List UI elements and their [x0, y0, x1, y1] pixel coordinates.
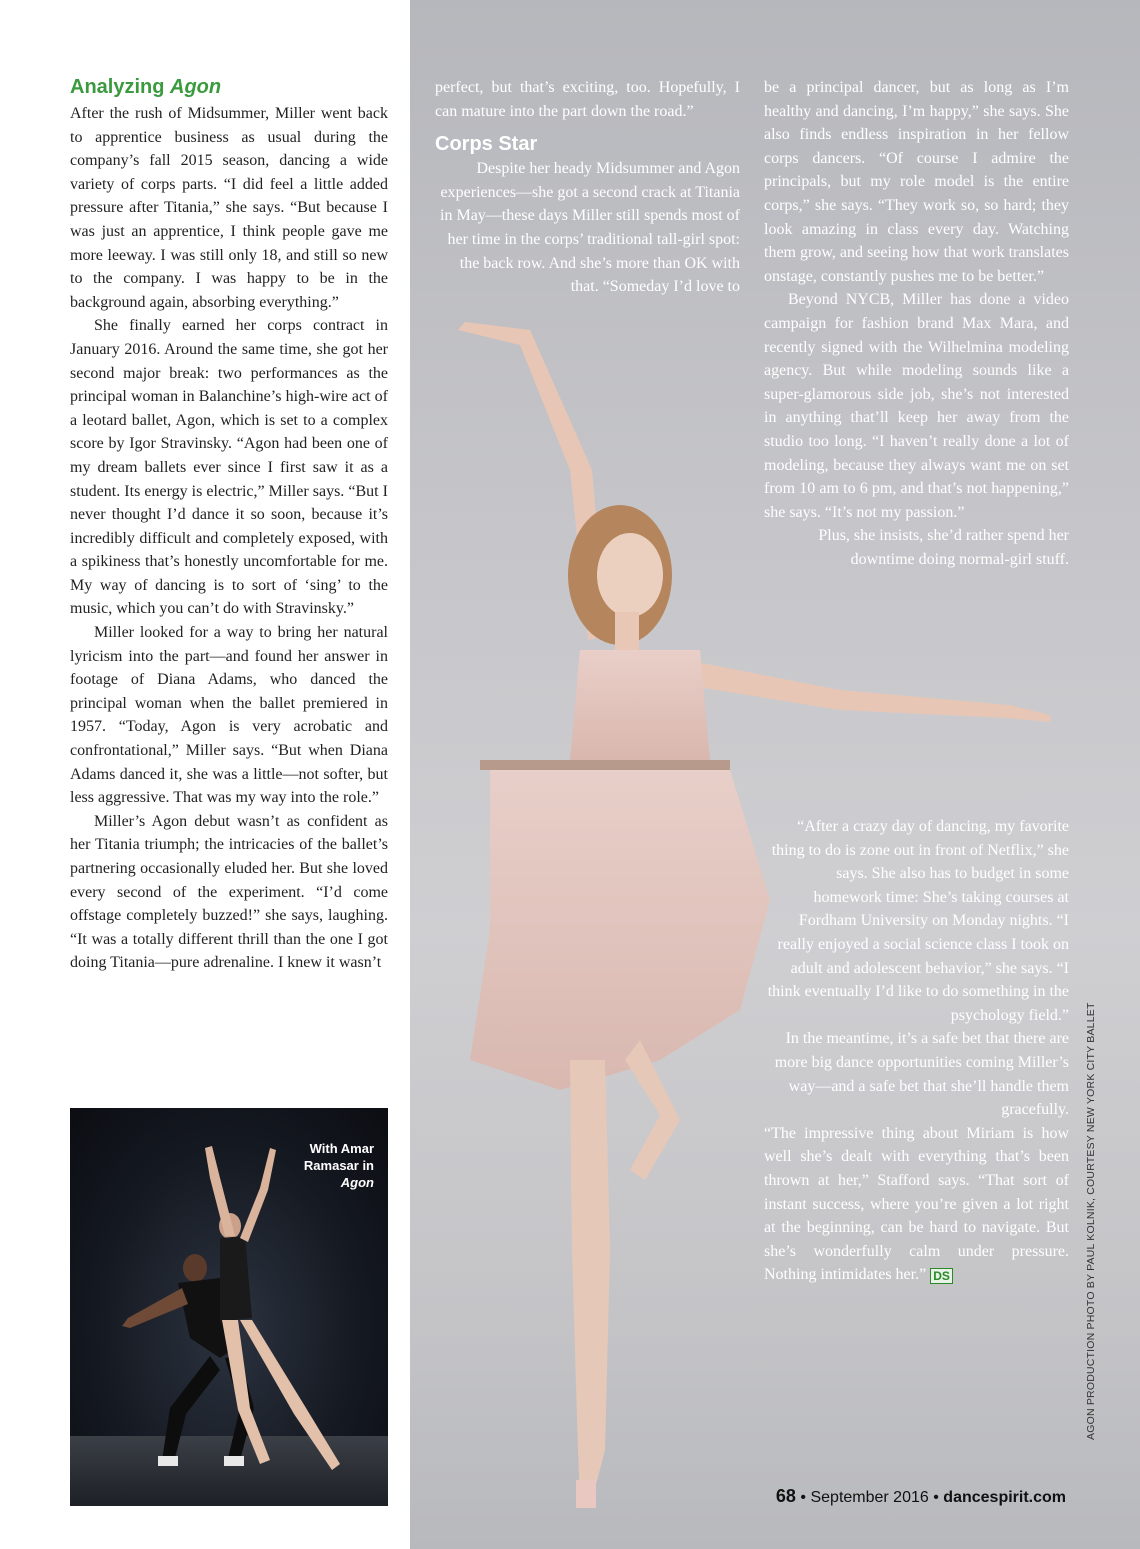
paragraph: perfect, but that’s exciting, too. Hopefully, I can mature into the part down the road.”: [435, 79, 740, 120]
caption-line: With Amar: [309, 1141, 374, 1156]
column-two-text: [435, 76, 740, 299]
heading-word: Analyzing: [70, 76, 165, 98]
heading-italic: Agon: [170, 76, 222, 98]
ds-end-logo: DS: [930, 1268, 953, 1284]
page-footer: [776, 1486, 1066, 1507]
website-link[interactable]: dancespirit.com: [943, 1489, 1066, 1506]
section-heading-analyzing-agon: [70, 76, 221, 99]
footer-bullet: •: [933, 1489, 939, 1506]
caption-line-italic: Agon: [340, 1175, 374, 1190]
left-body-text: [70, 102, 388, 975]
issue-date: September 2016: [810, 1489, 929, 1506]
paragraph: After the rush of Midsummer, Miller went back to apprentice business as usual during the company’s fall 2015 season, dancing a wide variety of corps parts. “I did feel a little added pressure after Titania,” she says. “But because I was just an apprentice, I think people gave me more leeway. I was still only 18, and still so new to the company. I was happy to be in the background again, absorbing everything.”: [70, 105, 388, 311]
paragraph: Miller looked for a way to bring her natural lyricism into the part—and found her answer in footage of Diana Adams, who danced the principal woman when the ballet premiered in 1957. “Today, Agon is very acrobatic and confrontational,” Miller says. “But when Diana Adams danced it, she was a little—not softer, but less aggressive. That was my way into the role.”: [70, 624, 388, 807]
paragraph: Beyond NYCB, Miller has done a video campaign for fashion brand Max Mara, and recently signed with the Wilhelmina modeling agency. But while modeling sounds like a super-glamorous side job, she’s not interested in anything that’ll keep her away from the studio too long. “I haven’t really done a lot of modeling, because they always want me on set from 10 am to 6 pm, and that’s not happening,” she says. “It’s not my passion.”: [764, 291, 1069, 521]
caption-line: Ramasar in: [303, 1158, 374, 1173]
column-three-text: [764, 76, 1069, 571]
paragraph: Despite her heady Midsummer and Agon experiences—she got a second crack at Titania in May—these days Miller still spends most of her time in the corps’ traditional tall-girl spot: the back row. And she’s more than OK with that. “Someday I’d love to: [440, 160, 740, 296]
footer-bullet: •: [800, 1489, 807, 1506]
paragraph: be a principal dancer, but as long as I’m healthy and dancing, I’m happy,” she says. She also finds endless inspiration in her fellow corps dancers. “Of course I admire the principals, but my role model is the entire corps,” she says. “They work so, so hard; they look amazing in class every day. Watching them grow, and seeing how that work translates onstage, constantly pushes me to be better.”: [764, 79, 1069, 285]
paragraph: “After a crazy day of dancing, my favorite thing to do is zone out in front of Netflix,” she says. She also has to budget in some homework time: She’s taking courses at Fordham University on Monday nights. “I really enjoyed a social science class I took on adult and adolescent behavior,” she says. “I think eventually I’d like to do something in the psychology field.”: [767, 818, 1069, 1024]
left-column: [0, 0, 410, 1549]
paragraph: Miller’s Agon debut wasn’t as confident as her Titania triumph; the intricacies of the ballet’s partnering occasionally eluded her. But she loved every second of the experiment. “I’d come offstage completely buzzed!” she says, laughing. “It was a totally different thrill than the one I got doing Titania—pure adrenaline. I knew it wasn’t: [70, 812, 388, 972]
paragraph: Plus, she insists, she’d rather spend her downtime doing normal-girl stuff.: [818, 527, 1069, 568]
section-heading-corps-star: Corps Star: [435, 133, 538, 156]
closing-paragraph-text: “The impressive thing about Miriam is how well she’s dealt with everything that’s been thrown at her,” Stafford says. “That sort of instant success, where you’re given a lot right at the beginning, can be hard to navigate. But she’s wonderfully calm under pressure. Nothing intimidates her.”: [764, 1124, 1069, 1284]
photo-credit: AGON PRODUCTION PHOTO BY PAUL KOLNIK, COURTESY NEW YORK CITY BALLET: [1085, 1002, 1097, 1440]
column-three-lower-text: [764, 815, 1069, 1287]
inset-photo-agon: [70, 1108, 388, 1506]
paragraph: She finally earned her corps contract in January 2016. Around the same time, she got her second major break: two performances as the principal woman in Balanchine’s high-wire act of a leotard ballet, Agon, which is set to a complex score by Igor Stravinsky. “Agon had been one of my dream ballets ever since I first saw it as a student. Its energy is electric,” Miller says. “But I never thought I’d dance it so soon, because it’s incredibly difficult and completely exposed, with a spikiness that’s honestly uncomfortable for me. My way of dancing is to sort of ‘sing’ to the music, which you can’t do with Stravinsky.”: [70, 317, 388, 618]
paragraph: In the meantime, it’s a safe bet that there are more big dance opportunities coming Miller’s way—and a safe bet that she’ll handle them gracefully.: [774, 1030, 1069, 1119]
inset-caption: [282, 1140, 374, 1191]
paragraph: [764, 1122, 1069, 1287]
page-number: 68: [775, 1486, 796, 1506]
